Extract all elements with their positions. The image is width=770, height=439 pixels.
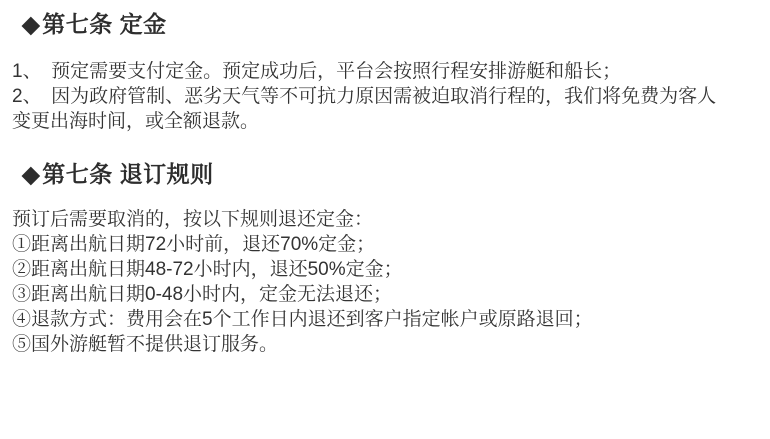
cancellation-rule-2: ②距离出航日期48-72小时内，退还50%定金； — [12, 259, 403, 280]
section-cancellation-heading — [22, 161, 214, 188]
cancellation-rule-4: ④退款方式：费用会在5个工作日内退还到客户指定帐户或原路退回； — [12, 309, 593, 330]
section-deposit-heading — [22, 11, 167, 38]
section-cancellation-body — [12, 207, 593, 357]
cancellation-rule-1: ①距离出航日期72小时前，退还70%定金； — [12, 234, 376, 255]
cancellation-intro-line: 预订后需要取消的，按以下规则退还定金： — [12, 209, 374, 230]
diamond-bullet-icon: ◆ — [22, 11, 41, 37]
diamond-bullet-icon: ◆ — [22, 161, 41, 187]
cancellation-rule-3: ③距离出航日期0-48小时内，定金无法退还； — [12, 284, 393, 305]
deposit-rule-line-2-wrap: 变更出海时间，或全额退款。 — [12, 111, 260, 132]
section-cancellation-heading-text: 第七条 退订规则 — [42, 161, 214, 187]
cancellation-rule-5: ⑤国外游艇暂不提供退订服务。 — [12, 334, 279, 355]
deposit-rule-line-1: 1、 预定需要支付定金。预定成功后，平台会按照行程安排游艇和船长； — [12, 61, 622, 82]
section-deposit-body — [12, 59, 716, 134]
section-deposit-heading-text: 第七条 定金 — [42, 11, 167, 37]
deposit-rule-line-2: 2、 因为政府管制、恶劣天气等不可抗力原因需被迫取消行程的，我们将免费为客人 — [12, 86, 717, 107]
